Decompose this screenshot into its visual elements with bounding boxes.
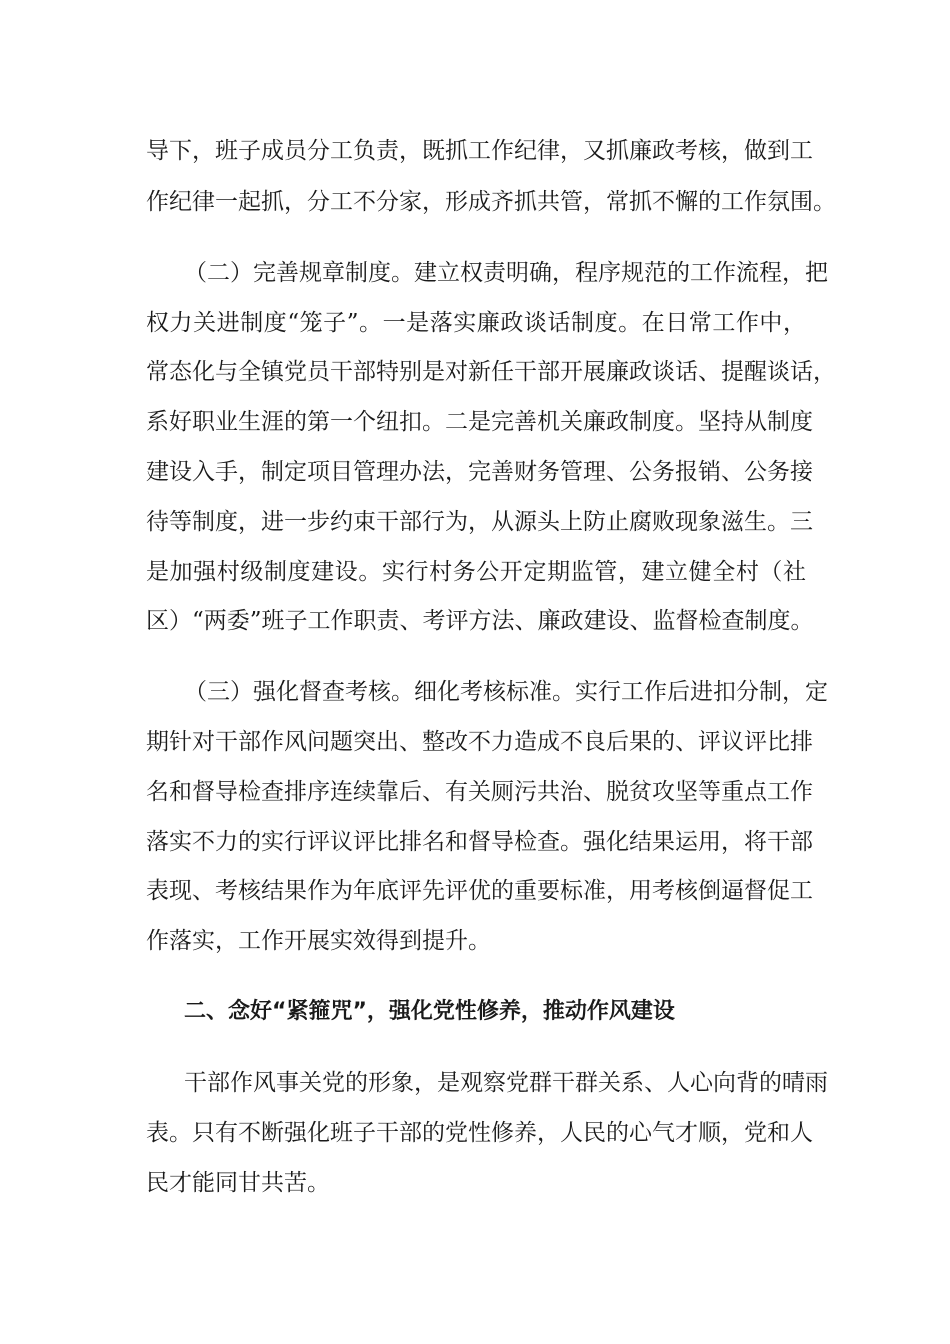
paragraph-line: （二）完善规章制度。建立权责明确，程序规范的工作流程，把 [184,260,828,286]
paragraph-line: 权力关进制度“笼子”。一是落实廉政谈话制度。在日常工作中， [146,310,806,336]
paragraph-line: （三）强化督查考核。细化考核标准。实行工作后进扣分制，定 [184,679,828,705]
paragraph-line: 干部作风事关党的形象，是观察党群干群关系、人心向背的晴雨 [184,1070,828,1096]
paragraph-line: 名和督导检查排序连续靠后、有关厕污共治、脱贫攻坚等重点工作 [146,779,813,805]
paragraph-line: 待等制度，进一步约束干部行为，从源头上防止腐败现象滋生。三 [146,509,813,535]
paragraph-line: 系好职业生涯的第一个纽扣。二是完善机关廉政制度。坚持从制度 [146,409,813,435]
paragraph-line: 建设入手，制定项目管理办法，完善财务管理、公务报销、公务接 [146,459,813,485]
paragraph-line: 导下，班子成员分工负责，既抓工作纪律，又抓廉政考核，做到工 [146,138,813,164]
paragraph-line: 落实不力的实行评议评比排名和督导检查。强化结果运用，将干部 [146,829,813,855]
paragraph-line: 常态化与全镇党员干部特别是对新任干部开展廉政谈话、提醒谈话， [146,359,836,385]
paragraph-line: 民才能同甘共苦。 [146,1170,330,1196]
paragraph-line: 表现、考核结果作为年底评先评优的重要标准，用考核倒逼督促工 [146,878,813,904]
paragraph-line: 期针对干部作风问题突出、整改不力造成不良后果的、评议评比排 [146,729,813,755]
paragraph-line: 表。只有不断强化班子干部的党性修养，人民的心气才顺，党和人 [146,1120,813,1146]
paragraph-line: 区）“两委”班子工作职责、考评方法、廉政建设、监督检查制度。 [146,608,814,634]
paragraph-line: 作纪律一起抓，分工不分家，形成齐抓共管，常抓不懈的工作氛围。 [146,189,836,215]
paragraph-line: 是加强村级制度建设。实行村务公开定期监管，建立健全村（社 [146,559,806,585]
section-heading: 二、念好“紧箍咒”，强化党性修养，推动作风建设 [184,999,675,1024]
paragraph-line: 作落实，工作开展实效得到提升。 [146,928,491,954]
